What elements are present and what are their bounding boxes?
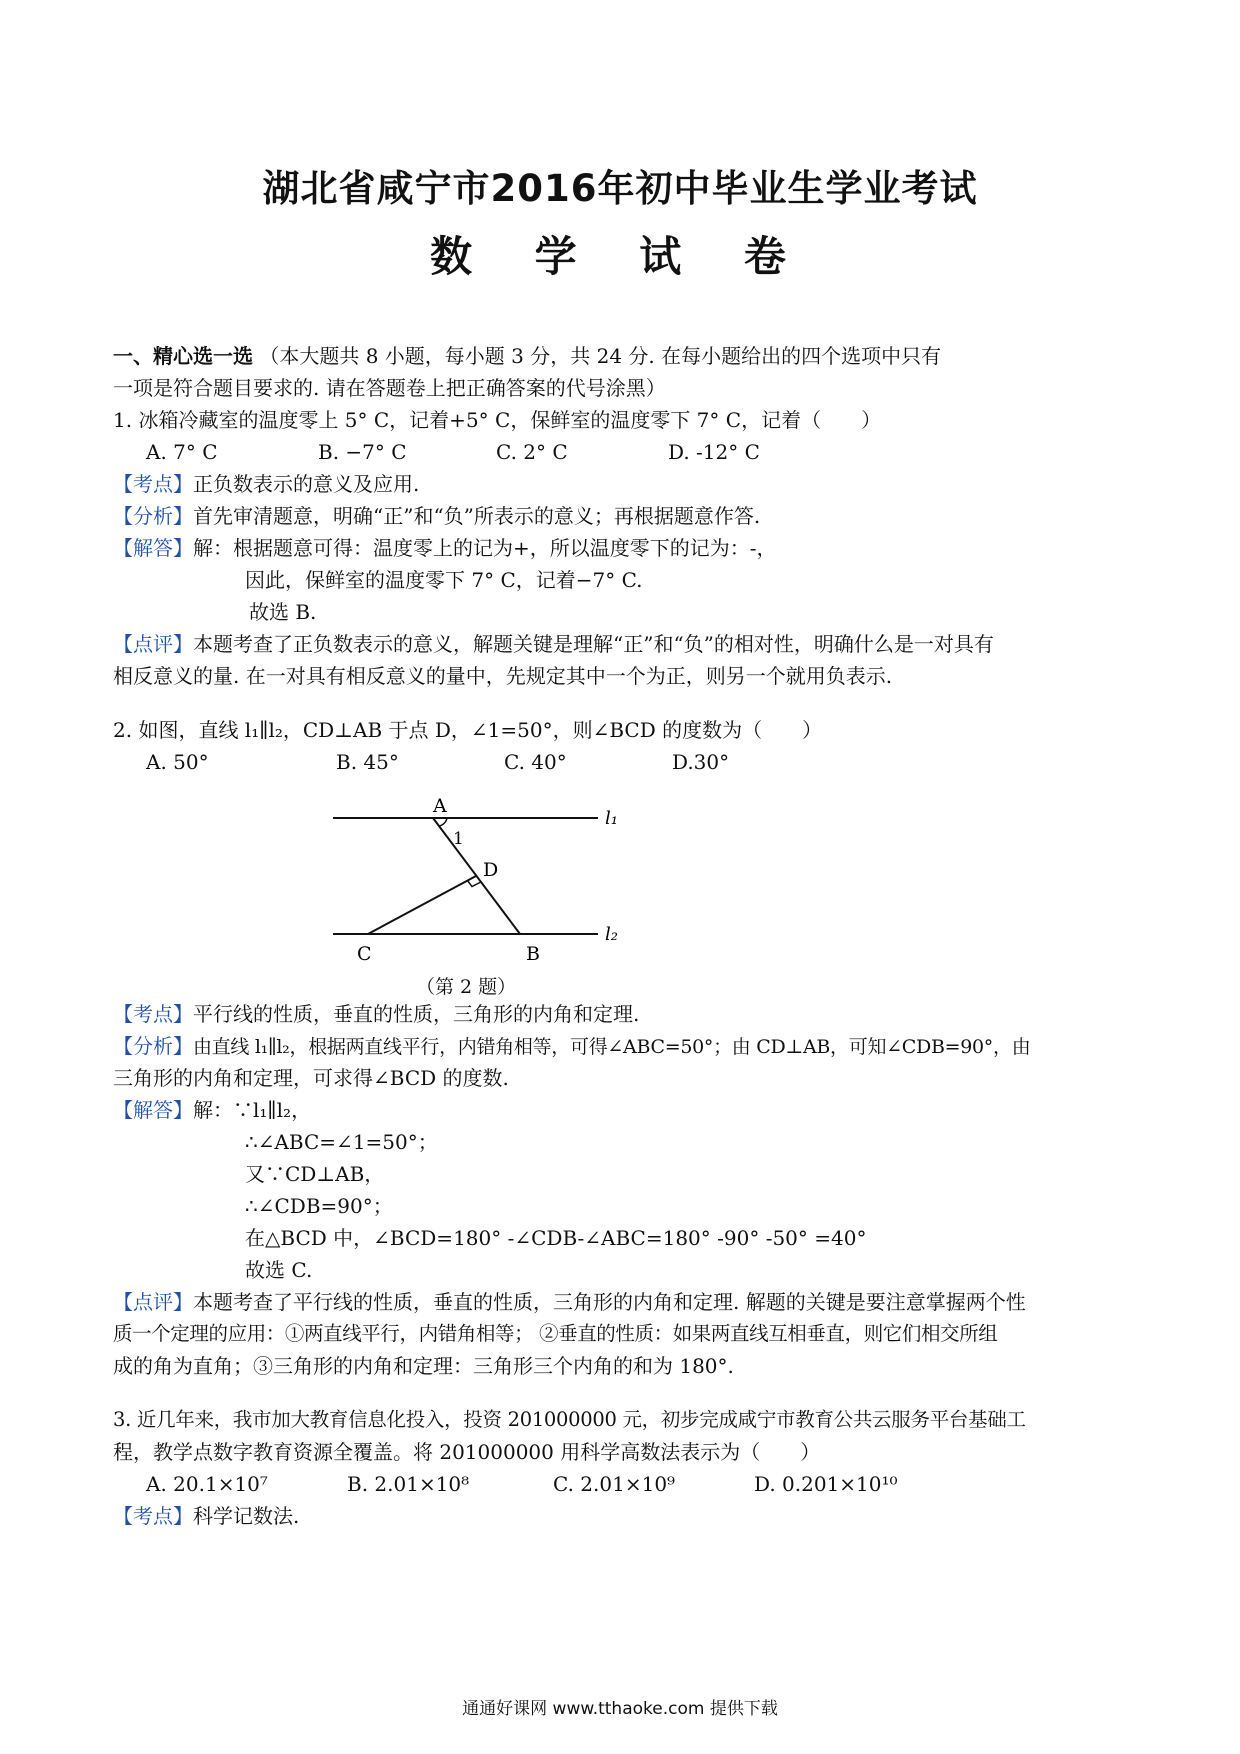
- q2-option-c: C. 40°: [504, 750, 567, 774]
- q2-dianping-text: 本题考查了平行线的性质，垂直的性质，三角形的内角和定理. 解题的关键是要注意掌握两个性: [193, 1290, 1026, 1314]
- q2-fenxi-line2: 三角形的内角和定理，可求得∠BCD 的度数.: [113, 1066, 509, 1090]
- q1-fenxi-text: 首先审清题意，明确“正”和“负”所表示的意义；再根据题意作答.: [193, 504, 761, 528]
- q2-jieda-line5: 在△BCD 中，∠BCD=180° -∠CDB-∠ABC=180° -90° -50° =40°: [245, 1226, 867, 1250]
- q3-option-a: A. 20.1×10⁷: [146, 1472, 268, 1496]
- dianping-tag: 【点评】: [113, 1290, 193, 1314]
- kaodian-tag: 【考点】: [113, 472, 193, 496]
- q1-dianping-line2: 相反意义的量. 在一对具有相反意义的量中，先规定其中一个为正，则另一个就用负表示.: [113, 664, 893, 688]
- q2-jieda: [113, 1094, 1133, 1126]
- q2-jieda-line2: ∴∠ABC=∠1=50°；: [245, 1130, 438, 1154]
- q2-jieda-text: 解：∵l₁∥l₂，: [193, 1098, 312, 1122]
- q1-option-b: B. −7° C: [318, 440, 407, 464]
- q1-option-d: D. -12° C: [668, 440, 760, 464]
- q2-jieda-line3: 又∵CD⊥AB，: [245, 1162, 385, 1186]
- label-1: 1: [453, 829, 464, 849]
- q3-stem-line2: 程，教学点数字教育资源全覆盖。将 201000000 用科学高数法表示为（ ）: [113, 1440, 821, 1464]
- segment-ab: [433, 818, 520, 934]
- q2-stem: 2. 如图，直线 l₁∥l₂，CD⊥AB 于点 D，∠1=50°，则∠BCD 的度数为（ ）: [113, 718, 823, 742]
- segment-cd: [368, 876, 476, 934]
- q3-option-b: B. 2.01×10⁸: [347, 1472, 470, 1496]
- q2-dianping: [113, 1286, 1133, 1318]
- q2-dianping-line2: 质一个定理的应用：①两直线平行，内错角相等； ②垂直的性质：如果两直线互相垂直，则它们相交所组: [113, 1322, 998, 1345]
- q1-jieda-text: 解：根据题意可得：温度零上的记为+，所以温度零下的记为：-，: [193, 536, 777, 560]
- q1-options: [113, 436, 1133, 468]
- q2-dianping-line3: 成的角为直角；③三角形的内角和定理：三角形三个内角的和为 180°.: [113, 1354, 734, 1378]
- right-angle-mark: [468, 881, 481, 887]
- q2-option-a: A. 50°: [146, 750, 209, 774]
- page-footer: 通通好课网 www.tthaoke.com 提供下载: [462, 1699, 778, 1719]
- q2-kaodian: [113, 998, 1133, 1030]
- q3-option-d: D. 0.201×10¹⁰: [754, 1472, 898, 1496]
- label-c: C: [357, 943, 372, 965]
- section-title: 一、精心选一选: [113, 344, 253, 368]
- q3-kaodian-text: 科学记数法.: [193, 1504, 300, 1528]
- q1-stem: 1. 冰箱冷藏室的温度零上 5° C，记着+5° C，保鲜室的温度零下 7° C，记着（ ）: [113, 408, 882, 432]
- q2-option-b: B. 45°: [336, 750, 399, 774]
- q1-jieda-line2: 因此，保鲜室的温度零下 7° C，记着−7° C.: [245, 568, 643, 592]
- page-subtitle: 数 学 试 卷: [430, 232, 810, 281]
- dianping-tag: 【点评】: [113, 632, 193, 656]
- label-b: B: [526, 943, 540, 965]
- label-d: D: [483, 859, 499, 881]
- angle-1-arc: [439, 818, 447, 826]
- label-l2: l₂: [605, 924, 618, 945]
- kaodian-tag: 【考点】: [113, 1504, 193, 1528]
- q1-dianping-text: 本题考查了正负数表示的意义，解题关键是理解“正”和“负”的相对性，明确什么是一对具有: [193, 632, 994, 656]
- q2-option-d: D.30°: [672, 750, 730, 774]
- q3-options: [113, 1468, 1133, 1500]
- fenxi-tag: 【分析】: [113, 504, 193, 528]
- q1-option-c: C. 2° C: [496, 440, 568, 464]
- section-description: （本大题共 8 小题，每小题 3 分，共 24 分. 在每小题给出的四个选项中只有: [259, 344, 942, 368]
- geometry-diagram: [333, 782, 753, 972]
- q3-option-c: C. 2.01×10⁹: [553, 1472, 676, 1496]
- kaodian-tag: 【考点】: [113, 1002, 193, 1026]
- q2-fenxi: [113, 1030, 1133, 1062]
- q3-kaodian: [113, 1500, 1133, 1532]
- q1-kaodian: [113, 468, 1133, 500]
- q3-stem: 3. 近几年来，我市加大教育信息化投入，投资 201000000 元，初步完成咸宁市教育公共云服务平台基础工: [113, 1408, 1026, 1431]
- page-title: 湖北省咸宁市2016年初中毕业生学业考试: [262, 167, 978, 210]
- q1-jieda-line3: 故选 B.: [249, 600, 317, 624]
- exam-content: [113, 340, 1133, 1532]
- q1-jieda: [113, 532, 1133, 564]
- q1-fenxi: [113, 500, 1133, 532]
- q1-kaodian-text: 正负数表示的意义及应用.: [193, 472, 420, 496]
- section-heading: [113, 340, 1133, 372]
- figure-caption: （第 2 题）: [416, 976, 517, 998]
- jieda-tag: 【解答】: [113, 1098, 193, 1122]
- q2-fenxi-text: 由直线 l₁∥l₂，根据两直线平行，内错角相等，可得∠ABC=50°；由 CD⊥AB，可知∠CDB=90°，由: [193, 1036, 1031, 1058]
- label-l1: l₁: [605, 808, 618, 829]
- label-a: A: [433, 795, 447, 817]
- q2-jieda-line6: 故选 C.: [245, 1258, 313, 1282]
- q1-option-a: A. 7° C: [146, 440, 218, 464]
- jieda-tag: 【解答】: [113, 536, 193, 560]
- q2-figure: [113, 782, 1133, 998]
- q2-options: [113, 746, 1133, 778]
- q1-dianping: [113, 628, 1133, 660]
- q2-jieda-line4: ∴∠CDB=90°；: [245, 1194, 393, 1218]
- q2-kaodian-text: 平行线的性质，垂直的性质，三角形的内角和定理.: [193, 1002, 640, 1026]
- section-description-cont: 一项是符合题目要求的. 请在答题卷上把正确答案的代号涂黑）: [113, 376, 666, 400]
- fenxi-tag: 【分析】: [113, 1034, 193, 1058]
